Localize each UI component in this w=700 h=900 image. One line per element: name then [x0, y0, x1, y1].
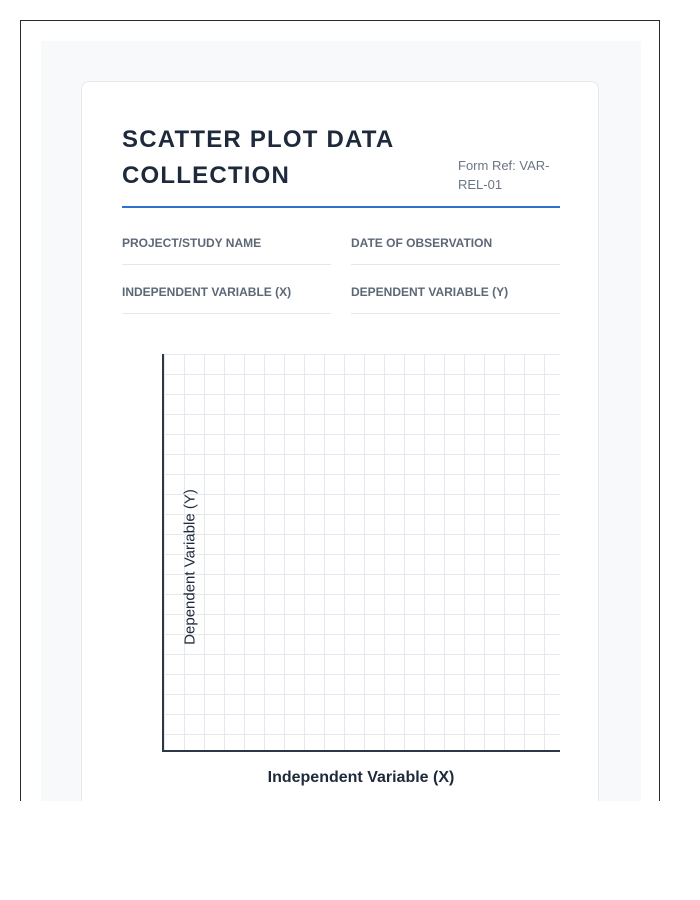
form-header: [122, 122, 560, 208]
date-of-observation-field[interactable]: [351, 234, 560, 265]
y-axis-label-text: Dependent Variable (Y): [181, 489, 199, 645]
date-of-observation-label: DATE OF OBSERVATION: [351, 236, 493, 250]
page-background: [41, 41, 641, 801]
scatter-plot-grid[interactable]: [162, 354, 560, 752]
project-study-name-label: PROJECT/STUDY NAME: [122, 236, 262, 250]
x-axis-label: Independent Variable (X): [267, 769, 455, 786]
viewport: [20, 20, 660, 801]
dependent-variable-label: DEPENDENT VARIABLE (Y): [351, 285, 509, 299]
data-collection-form: [81, 81, 599, 801]
project-study-name-field[interactable]: [122, 234, 331, 265]
independent-variable-field[interactable]: [122, 283, 331, 314]
form-reference: Form Ref: VAR-REL-01: [458, 158, 550, 192]
dependent-variable-field[interactable]: [351, 283, 560, 314]
form-title: SCATTER PLOT DATA COLLECTION: [122, 126, 394, 189]
independent-variable-label: INDEPENDENT VARIABLE (X): [122, 285, 292, 299]
